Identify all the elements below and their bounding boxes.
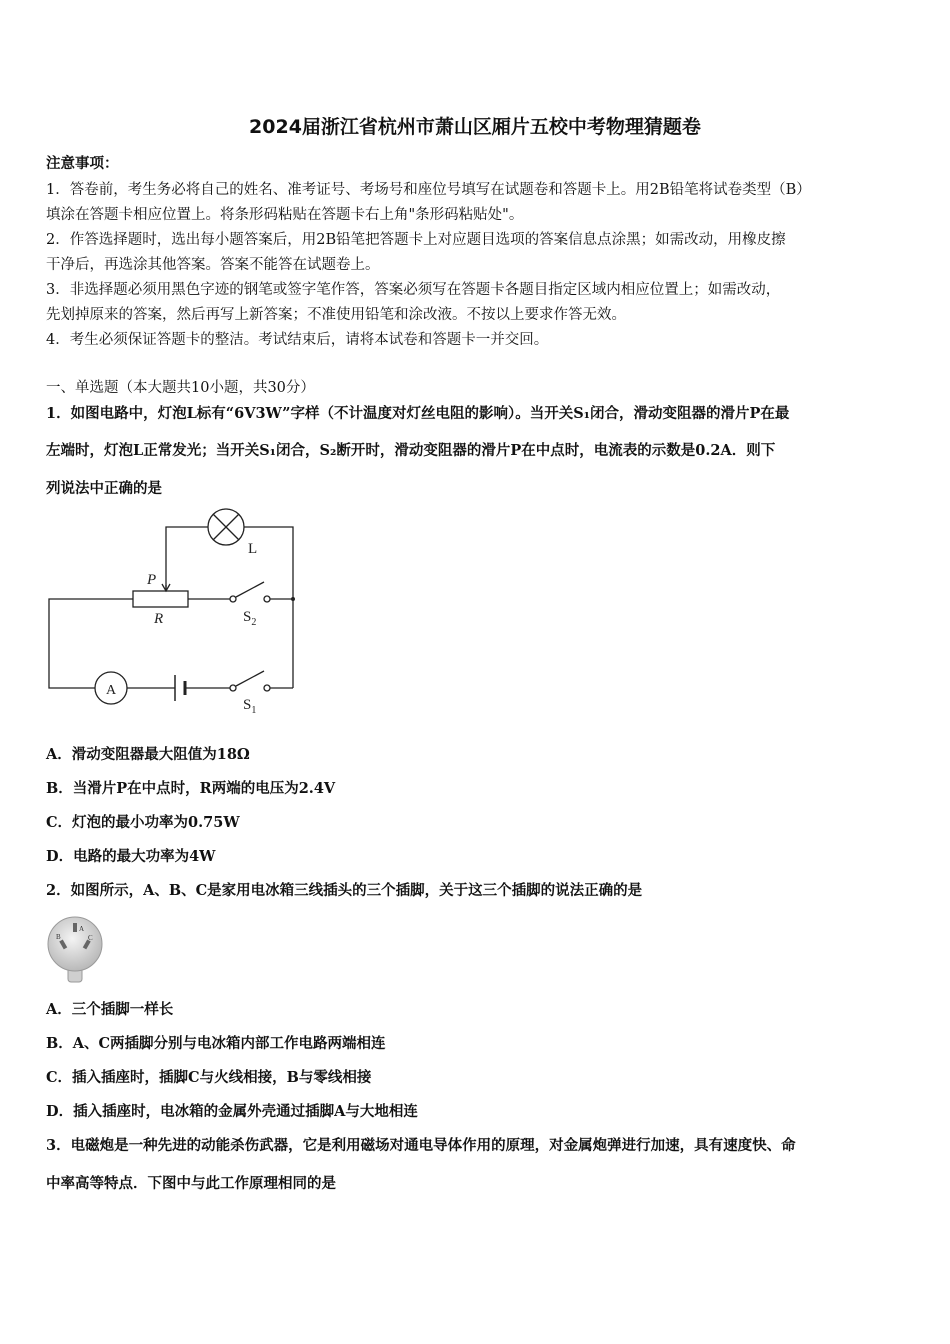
label-rheostat: R [154,611,164,627]
q1-option-d: D．电路的最大功率为4W [46,848,216,865]
question-2-text: 2．如图所示，A、B、C是家用电冰箱三线插头的三个插脚，关于这三个插脚的说法正确的是 [46,882,643,899]
lamp-icon [208,509,244,545]
question-1-text: 左端时，灯泡L正常发光；当开关S₁闭合，S₂断开时，滑动变阻器的滑片P在中点时，电流表的示数是0.2A．则下 [46,442,776,459]
notice-line: 填涂在答题卡相应位置上。将条形码粘贴在答题卡右上角"条形码粘贴处"。 [46,207,524,223]
notice-line: 1．答卷前，考生务必将自己的姓名、准考证号、考场号和座位号填写在试题卷和答题卡上。用2B铅笔将试卷类型（B） [46,182,811,198]
section-heading: 一、单选题（本大题共10小题，共30分） [46,380,315,396]
question-3-text: 3．电磁炮是一种先进的动能杀伤武器，它是利用磁场对通电导体作用的原理，对金属炮弹进行加速，具有速度快、命 [46,1137,796,1154]
q1-option-b: B．当滑片P在中点时，R两端的电压为2.4V [46,780,336,797]
label-s2: $S_2$ [243,609,257,628]
notice-line: 4．考生必须保证答题卡的整洁。考试结束后，请将本试卷和答题卡一并交回。 [46,332,549,348]
question-3-text: 中率高等特点．下图中与此工作原理相同的是 [46,1175,336,1192]
switch-s1-icon [230,671,270,691]
q1-option-a: A．滑动变阻器最大阻值为18Ω [46,746,250,763]
question-1-text: 1．如图电路中，灯泡L标有“6V3W”字样（不计温度对灯丝电阻的影响）。当开关S₁闭合，滑动变阻器的滑片P在最 [46,405,790,422]
label-s1: $S_1$ [243,697,257,716]
question-1-text: 列说法中正确的是 [46,480,162,497]
q1-option-c: C．灯泡的最小功率为0.75W [46,814,240,831]
battery-icon [175,675,185,701]
switch-s2-icon [230,582,270,602]
rheostat-icon [133,591,188,607]
notice-line: 先划掉原来的答案，然后再写上新答案；不准使用铅笔和涂改液。不按以上要求作答无效。 [46,307,626,323]
label-ammeter: A [106,683,117,698]
plug-label-a: A [79,925,85,933]
notice-heading: 注意事项： [46,155,119,172]
page-title: 2024届浙江省杭州市萧山区厢片五校中考物理猜题卷 [249,116,701,138]
notice-line: 干净后，再选涂其他答案。答案不能答在试题卷上。 [46,257,380,273]
plug-label-c: C [88,934,93,942]
slider-arrow-icon [162,584,170,591]
wire [166,527,208,590]
notice-line: 3．非选择题必须用黑色字迹的钢笔或签字笔作答，答案必须写在答题卡各题目指定区域内相应位置上；如需改动， [46,282,781,298]
label-lamp: L [248,541,258,557]
q2-option-d: D．插入插座时，电冰箱的金属外壳通过插脚A与大地相连 [46,1103,418,1120]
notice-line: 2．作答选择题时，选出每小题答案后，用2B铅笔把答题卡上对应题目选项的答案信息点涂黑；如需改动，用橡皮擦 [46,232,786,248]
circuit-diagram [40,505,310,720]
q2-option-b: B．A、C两插脚分别与电冰箱内部工作电路两端相连 [46,1035,386,1052]
label-slider: P [147,572,157,588]
q2-option-c: C．插入插座时，插脚C与火线相接，B与零线相接 [46,1069,372,1086]
plug-label-b: B [56,933,61,941]
plug-image [44,912,108,984]
q2-option-a: A．三个插脚一样长 [46,1001,174,1018]
